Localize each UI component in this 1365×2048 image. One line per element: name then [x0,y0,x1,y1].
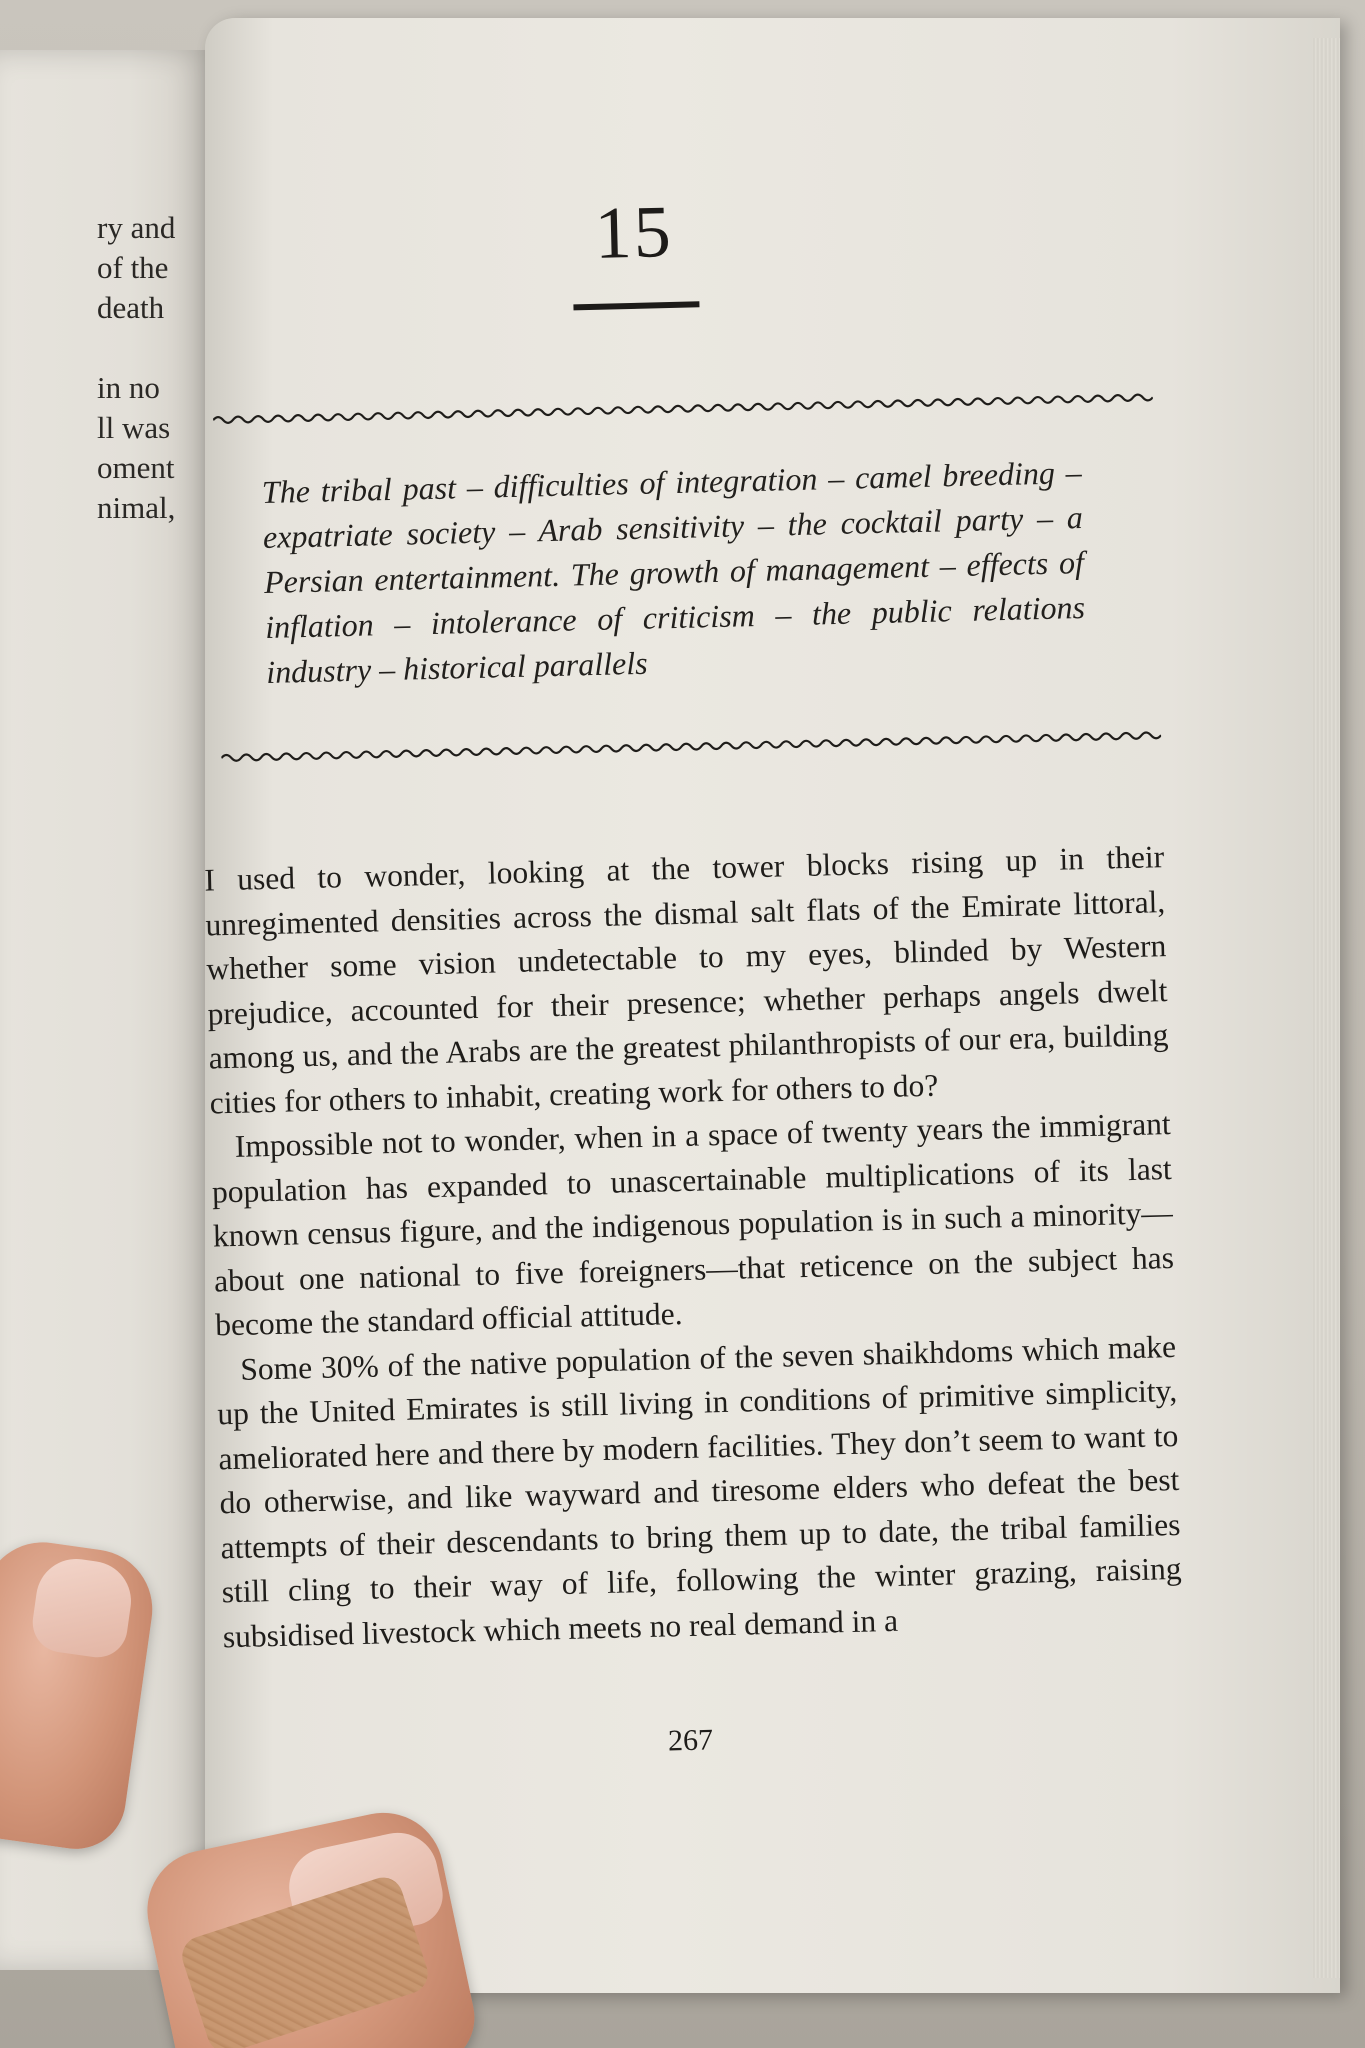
paragraph: Impossible not to wonder, when in a space of twenty years the immigrant population has expanded to unascertainable multiplications of its last known census figure, and the indigenous population is in such a minority—about one national to five foreigners—that reticence on the subject has become the standard official attitude. [211,1106,1175,1343]
paragraph: I used to wonder, looking at the tower blocks rising up in their unregimented densities across the dismal salt flats of the Emirate littoral, whether some vision undetectable to my eyes, blinded by Western prejudice, accounted for their presence; whether perhaps angels dwelt among us, and the Arabs are the greatest philanthropists of our era, building cities for others to inhabit, creating work for others to do? [203,839,1169,1120]
paragraph: Some 30% of the native population of the seven shaikhdoms which make up the United Emirates is still living in conditions of primitive simplicity, ameliorated here and there by modern facilities. They don’t seem to want to do otherwise, and like wayward and tiresome elders who defeat the best attempts of their descendants to bring them up to date, the tribal families still cling to their way of life, following the winter grazing, raising subsidised livestock which meets no real demand in a [216,1328,1182,1654]
chapter-rule [573,301,699,310]
wavy-divider-bottom [221,728,1161,765]
left-page-line: ry and [97,210,176,245]
left-page-line: nimal, [97,490,176,525]
left-page-line: oment [97,450,175,485]
left-page-line: of the [97,250,169,285]
wavy-divider-top [213,390,1153,427]
chapter-number: 15 [593,190,674,275]
page-number: 267 [667,1723,714,1758]
body-text [204,835,1183,1659]
chapter-summary: The tribal past – difficulties of integration – camel breeding – expatriate society – Arab sensitivity – the cocktail party – a Persian entertainment. The growth of management – effects of inflation – intolerance of criticism – the public relations industry – historical parallels [261,454,1086,690]
left-page-line: death [97,290,165,325]
left-page-line: in no [97,370,160,405]
left-page-line: ll was [97,410,171,445]
